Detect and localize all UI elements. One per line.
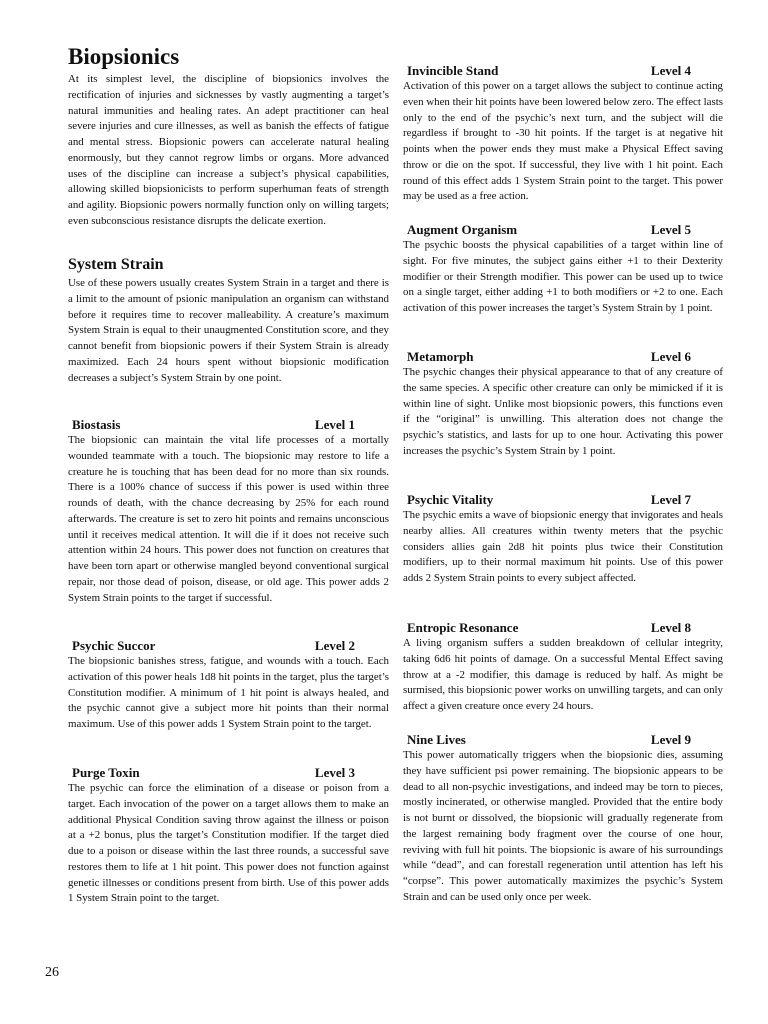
system-strain-section (68, 254, 389, 386)
power-header (403, 619, 723, 636)
power-header (403, 348, 723, 365)
power-level: Level 2 (314, 638, 355, 653)
power-header (403, 62, 723, 79)
power-level: Level 7 (650, 492, 691, 507)
power-description: The psychic changes their physical appearance to that of any creature of the same species. A specific other creature can only be mimicked if it is within line of sight. Unlike most biopsionic powers, this functions even if the “original” is unwilling. This alteration does not change the psychic’s statistics, and lasts for up to one hour. Activating this power increases the psychic’s System Strain by 1 point. (403, 366, 723, 457)
system-strain-text: Use of these powers usually creates System Strain in a target and there is a limit to the amount of psionic manipulation an organism can withstand before it requires time to recover malleability. A creature’s maximum System Strain is equal to their unaugmented Constitution score, and they cannot benefit from biopsionic powers if their System Strain is already maximized. Each 24 hours spent without biopsionic modification decreases a subject’s System Strain by one point. (68, 277, 389, 384)
power-header (68, 416, 389, 433)
power-description: The biopsionic banishes stress, fatigue, and wounds with a touch. Each activation of this power heals 1d8 hit points in the target, plus the target’s Constitution modifier. A minimum of 1 hit point is always healed, and the psychic cannot give a subject more hit points than their normal maximum. Use of this power adds 1 System Strain point to the target. (68, 655, 389, 730)
system-strain-heading: System Strain (68, 256, 164, 273)
power-level: Level 9 (650, 732, 691, 747)
power-augment-organism (403, 221, 723, 317)
power-description: This power automatically triggers when the biopsionic dies, assuming they have sufficient psi power remaining. The biopsionic appears to be dead to all non-psychic investigations, and indeed may be torn to pieces, mostly incinerated, or otherwise mangled. Provided that the entire body is not burnt or dissolved, the biopsionic will gradually regenerate from the largest remaining body fragment over the course of one hour, reviving with full hit points. The biopsionic is aware of his surroundings while “dead”, and can forestall regeneration until attention has left his “corpse”. This power automatically maximizes the psychic’s System Strain and can be used only once per week. (403, 749, 723, 903)
power-purge-toxin (68, 764, 389, 907)
power-nine-lives (403, 731, 723, 906)
power-name: Purge Toxin (72, 765, 140, 780)
power-description: The psychic can force the elimination of a disease or poison from a target. Each invocation of the power on a target allows them to make an additional Physical Condition saving throw against the illness or poison at a +2 bonus, plus the target’s Constitution modifier. If the target died due to a poison or disease within the last three rounds, a successful save restores them to life at 1 hit point. This power does not function against genetic illnesses or conditions present from birth. Use of this power adds 1 System Strain point to the target. (68, 782, 389, 905)
power-psychic-vitality (403, 491, 723, 587)
power-header (403, 731, 723, 748)
power-header (403, 491, 723, 508)
power-description: The psychic emits a wave of biopsionic energy that invigorates and heals nearby allies. All creatures within twenty meters that the psychic considers allies gain 2d8 hit points plus twice their Constitution modifiers, up to their normal maximum hit points. Use of this power adds 2 System Strain points to every subject affected. (403, 509, 723, 584)
power-header (403, 221, 723, 238)
power-level: Level 4 (650, 63, 691, 78)
power-header (68, 764, 389, 781)
power-entropic-resonance (403, 619, 723, 715)
power-name: Psychic Vitality (407, 492, 494, 507)
power-name: Nine Lives (407, 732, 466, 747)
power-name: Entropic Resonance (407, 620, 519, 635)
intro-text: At its simplest level, the discipline of biopsionics involves the rectification of injuries and sicknesses by vastly augmenting a target’s natural immunities and healing rates. An adept practitioner can heal severe injuries and cure illnesses, as well as banish the effects of fatigue and mental stress. Biopsionic powers can accelerate natural healing enormously, but they cannot regrow limbs or organs. More advanced uses of the discipline can increase a subject’s physical capabilities, allowing skilled biopsionicists to perform superhuman feats of strength and agility. Biopsionic powers normally function only on willing targets; even subconscious resistance disrupts the delicate exertion. (68, 73, 389, 227)
power-level: Level 3 (314, 765, 355, 780)
power-description: The psychic boosts the physical capabilities of a target within line of sight. For five minutes, the subject gains either +1 to their Dexterity modifier or their Strength modifier. This power can be used up to twice on a single target, either adding +1 to both modifiers or +2 to one. Each activation of this power increases the target’s System Strain by 1 point. (403, 239, 723, 314)
power-description: The biopsionic can maintain the vital life processes of a mortally wounded teammate with a touch. The biopsionic may restore to life a creature he is touching that has been dead for no more than six rounds. There is a 100% chance of success if this power is used within three rounds of death, with the chance decreasing by 25% for each round afterwards. The creature is set to zero hit points and remains unconscious until it receives medical attention. It will die if it does not receive such attention within 24 hours. This power does not function on creatures that have been torn apart or otherwise mangled beyond conventional surgical repair, nor those dead of poison, disease, or old age. This power adds 2 System Strain points to the target if successful. (68, 434, 389, 604)
page-title: Biopsionics (68, 44, 180, 69)
power-level: Level 1 (314, 417, 355, 432)
power-name: Biostasis (72, 417, 121, 432)
power-invincible-stand (403, 62, 723, 205)
power-header (68, 637, 389, 654)
page-number: 26 (45, 965, 59, 980)
power-name: Psychic Succor (72, 638, 156, 653)
power-name: Invincible Stand (407, 63, 499, 78)
power-description: A living organism suffers a sudden breakdown of cellular integrity, taking 6d6 hit points of damage. On a successful Mental Effect saving throw at a -2 modifier, this damage is reduced by half. As might be surmised, this biopsionic power works on unwilling targets, and can only affect a given creature once every 24 hours. (403, 637, 723, 712)
power-metamorph (403, 348, 723, 460)
intro-block (68, 42, 389, 230)
power-name: Metamorph (407, 349, 474, 364)
power-name: Augment Organism (407, 222, 518, 237)
power-level: Level 6 (650, 349, 691, 364)
power-biostasis (68, 416, 389, 606)
power-description: Activation of this power on a target allows the subject to continue acting even when their hit points have been lowered below zero. The effect lasts only to the end of the psychic’s next turn, and the subject will die regardless if brought to -30 hit points. If the target is at negative hit points when the power ends they must make a Physical Effect saving throw or die on the spot. If successful, they live with 1 hit point. Each round of this effect adds 1 System Strain point to the target. This power may be used as a free action. (403, 80, 723, 203)
power-level: Level 8 (650, 620, 691, 635)
power-psychic-succor (68, 637, 389, 733)
power-level: Level 5 (650, 222, 691, 237)
